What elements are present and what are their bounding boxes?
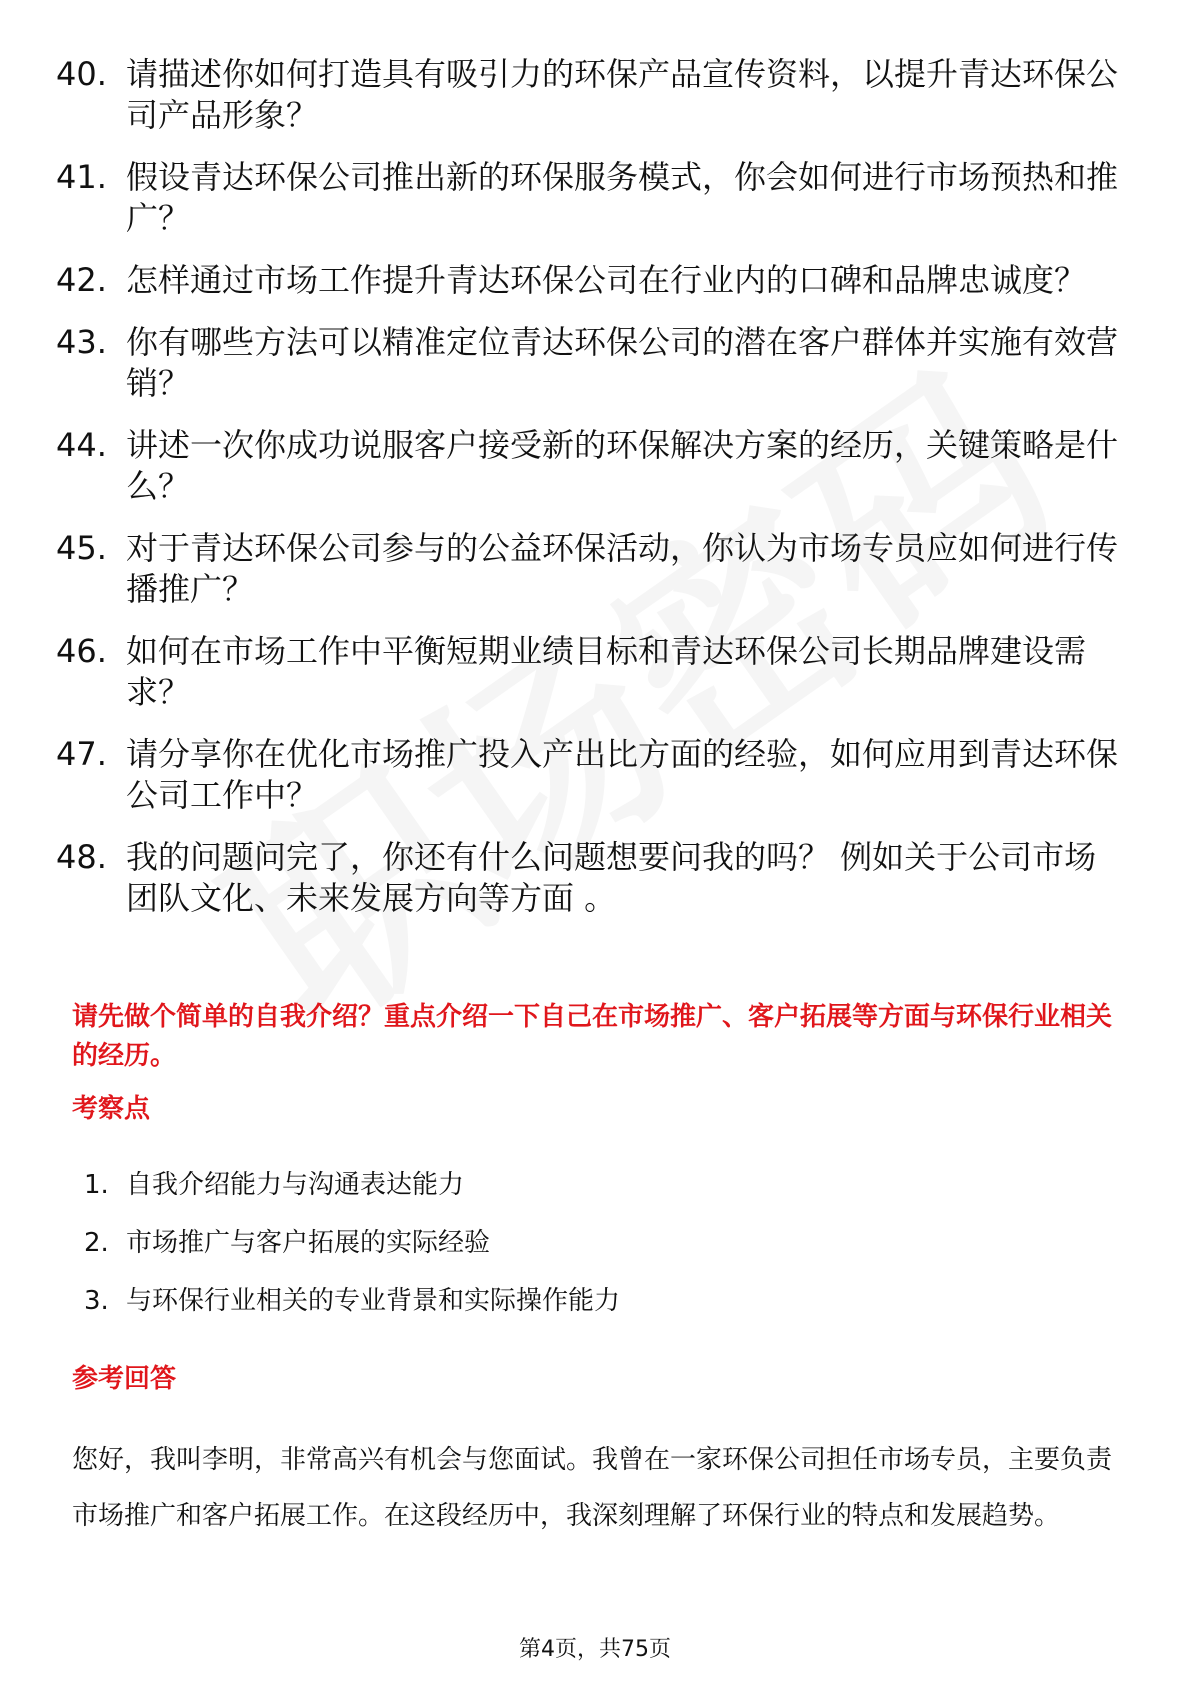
item-number: 1. — [84, 1170, 109, 1200]
list-item — [56, 425, 1136, 507]
item-text: 你有哪些方法可以精准定位青达环保公司的潜在客户群体并实施有效营销？ — [126, 323, 1119, 402]
item-number: 43. — [56, 323, 107, 361]
item-number: 3. — [84, 1286, 109, 1316]
list-item — [84, 1225, 620, 1283]
list-item — [56, 260, 1136, 301]
item-number: 46. — [56, 632, 107, 670]
item-text: 请描述你如何打造具有吸引力的环保产品宣传资料，以提升青达环保公司产品形象？ — [126, 55, 1119, 134]
item-text: 市场推广与客户拓展的实际经验 — [126, 1228, 491, 1258]
page-footer: 第4页，共75页 — [519, 1637, 671, 1662]
list-item — [56, 54, 1136, 136]
list-item — [56, 528, 1136, 610]
item-number: 47. — [56, 735, 107, 773]
answer-heading: 参考回答 — [72, 1364, 177, 1394]
item-number: 40. — [56, 55, 107, 93]
item-text: 与环保行业相关的专业背景和实际操作能力 — [126, 1286, 621, 1316]
item-text: 我的问题问完了，你还有什么问题想要问我的吗？ 例如关于公司市场团队文化、未来发展方向等方面 。 — [126, 838, 1097, 917]
item-number: 45. — [56, 529, 107, 567]
list-item — [56, 734, 1136, 816]
points-list — [84, 1167, 620, 1341]
item-text: 怎样通过市场工作提升青达环保公司在行业内的口碑和品牌忠诚度？ — [126, 261, 1087, 299]
points-heading: 考察点 — [72, 1094, 151, 1124]
question-list — [56, 54, 1136, 940]
item-text: 对于青达环保公司参与的公益环保活动，你认为市场专员应如何进行传播推广？ — [126, 529, 1119, 608]
item-text: 自我介绍能力与沟通表达能力 — [126, 1170, 465, 1200]
intro-question-heading: 请先做个简单的自我介绍？重点介绍一下自己在市场推广、客户拓展等方面与环保行业相关的经历。 — [72, 1002, 1113, 1071]
answer-paragraph: 您好，我叫李明，非常高兴有机会与您面试。我曾在一家环保公司担任市场专员，主要负责市场推广和客户拓展工作。在这段经历中，我深刻理解了环保行业的特点和发展趋势。 — [72, 1445, 1113, 1531]
item-text: 讲述一次你成功说服客户接受新的环保解决方案的经历，关键策略是什么？ — [126, 426, 1119, 505]
item-number: 41. — [56, 158, 107, 196]
item-number: 44. — [56, 426, 107, 464]
item-text: 如何在市场工作中平衡短期业绩目标和青达环保公司长期品牌建设需求？ — [126, 632, 1087, 711]
list-item — [56, 837, 1136, 919]
list-item — [56, 157, 1136, 239]
item-number: 48. — [56, 838, 107, 876]
list-item — [56, 322, 1136, 404]
item-number: 42. — [56, 261, 107, 299]
item-number: 2. — [84, 1228, 109, 1258]
list-item — [84, 1283, 620, 1341]
list-item — [56, 631, 1136, 713]
list-item — [84, 1167, 620, 1225]
item-text: 请分享你在优化市场推广投入产出比方面的经验，如何应用到青达环保公司工作中？ — [126, 735, 1119, 814]
item-text: 假设青达环保公司推出新的环保服务模式，你会如何进行市场预热和推广？ — [126, 158, 1119, 237]
